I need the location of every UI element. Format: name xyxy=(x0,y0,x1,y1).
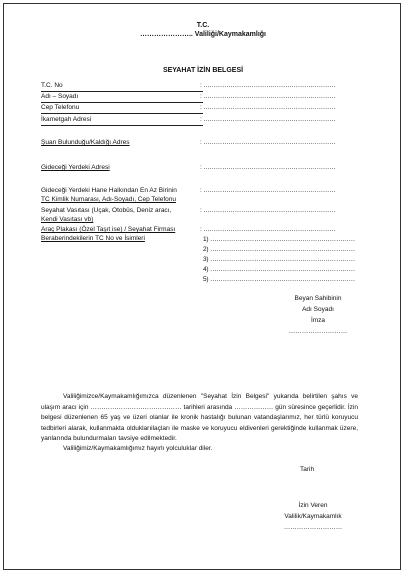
field-label-name: Adı – Soyadı xyxy=(41,93,79,100)
field-value-tc-no[interactable]: : ……………………………………………………… xyxy=(200,82,336,89)
companion-line[interactable]: 2) …………………………………………………………… xyxy=(203,246,355,253)
field-label-destination-address: Gideceği Yerdeki Adresi xyxy=(41,164,110,171)
field-label-vehicle-2: Kendi Vasıtası vb) xyxy=(41,216,94,223)
companion-line[interactable]: 5) …………………………………………………………… xyxy=(203,276,355,283)
field-label-residence-address: İkametgah Adresi xyxy=(41,116,92,123)
field-value-name[interactable]: : ……………………………………………………… xyxy=(200,93,336,100)
field-value-phone[interactable]: : ……………………………………………………… xyxy=(200,104,336,111)
applicant-signature-heading: Beyan Sahibinin xyxy=(294,295,342,302)
field-value-residence-address[interactable]: : ……………………………………………………… xyxy=(200,116,336,123)
applicant-signature-line[interactable]: ……………………… xyxy=(288,328,348,335)
field-label-tc-no: T.C. No xyxy=(41,82,63,89)
field-value-household-contact[interactable]: : ……………………………………………………… xyxy=(200,187,336,194)
companion-line[interactable]: 3) …………………………………………………………… xyxy=(203,256,355,263)
field-label-vehicle: Seyahat Vasıtası (Uçak, Otobüs, Deniz aracı, xyxy=(41,207,172,214)
field-underline xyxy=(41,113,203,114)
form-title: SEYAHAT İZİN BELGESİ xyxy=(162,67,244,74)
applicant-name-label: Adı Soyadı xyxy=(302,306,334,313)
header-authority: ………………….. Valiliği/Kaymakamlığı xyxy=(139,31,267,38)
field-label-household-contact-2: TC Kimlik Numarası, Adı-Soyadı, Cep Telefonu xyxy=(41,196,176,203)
permit-body-paragraph: Valiliğimizce/Kaymakamlığımızca düzenlenen "Seyahat İzin Belgesi" yukarıda belirtilen şahıs ve ulaşım aracı için …………………………………… tarihleri arasında ……………… gün süresince geçerlidir. İzin belgesi düzenlenen 65 yaş ve üzeri olanlar ile kronik hastalığı bulunan vatandaşlarımız, her türlü koruyucu tedbirleri alarak, kullanmakta olduklarıilaçları ile maske ve koruyucu eldivenleri gerektiğinde kullanmak üzere, yanlarında bulundurmaları tavsiye edilmektedir. xyxy=(41,393,358,442)
field-label-phone: Cep Telefonu xyxy=(41,104,80,111)
field-label-companions: Beraberindekilerin TC No ve İsimleri xyxy=(41,235,145,242)
authority-signature-line[interactable]: ……………………… xyxy=(283,524,343,531)
header-tc: T.C. xyxy=(196,22,210,29)
date-label: Tarih xyxy=(300,466,315,473)
companion-line[interactable]: 4) …………………………………………………………… xyxy=(203,266,355,273)
closing-sentence: Valiliğimiz/Kaymakamlığımız hayırlı yolculuklar diler. xyxy=(63,445,213,452)
field-label-household-contact: Gideceği Yerdeki Hane Halkından En Az Birinin xyxy=(41,187,177,194)
field-value-plate[interactable]: : ……………………………………………………… xyxy=(200,226,336,233)
field-value-vehicle[interactable]: : ……………………………………………………… xyxy=(200,207,336,214)
authority-name: Valilik/Kaymakamlık xyxy=(284,513,342,520)
field-value-destination-address[interactable]: : ……………………………………………………… xyxy=(200,164,336,171)
applicant-signature-label: İmza xyxy=(310,317,326,324)
authority-heading: İzin Veren xyxy=(298,502,328,509)
field-label-current-address: Şuan Bulunduğu/Kaldığı Adres xyxy=(41,139,130,146)
field-value-current-address[interactable]: : ……………………………………………………… xyxy=(200,139,336,146)
field-underline xyxy=(41,102,203,103)
field-underline xyxy=(41,91,203,92)
field-label-plate: Araç Plakası (Özel Taşıt ise) / Seyahat Firması xyxy=(41,226,176,233)
field-underline xyxy=(41,125,203,126)
companion-line[interactable]: 1) …………………………………………………………… xyxy=(203,236,355,243)
